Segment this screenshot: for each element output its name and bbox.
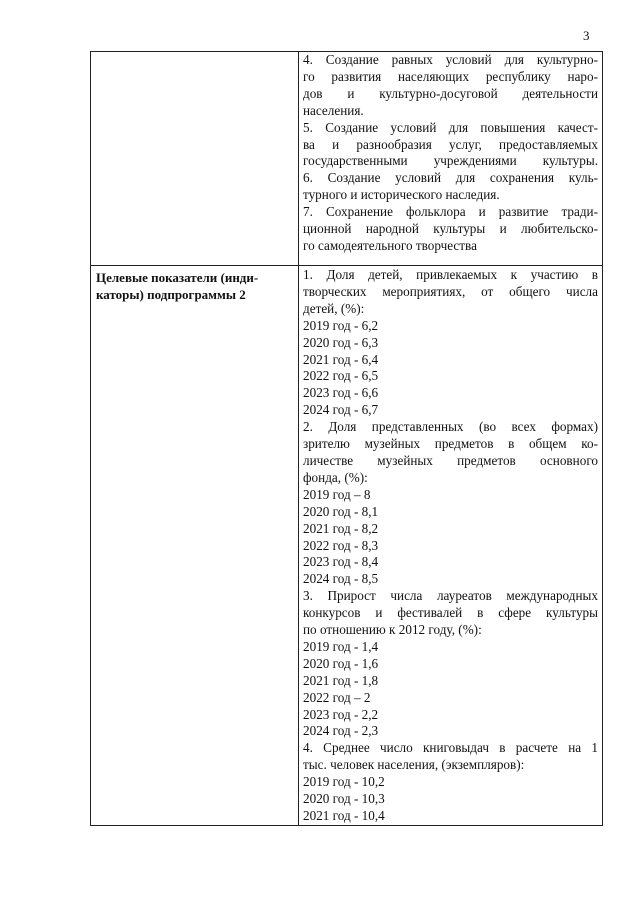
text-line: зрителю музейных предметов в общем ко-: [303, 436, 598, 452]
content-cell-indicators: [299, 266, 603, 826]
text-line: 2023 год - 8,4: [303, 554, 379, 570]
page-number: 3: [583, 28, 590, 43]
text-line: 2021 год - 6,4: [303, 351, 379, 367]
text-line: 4. Создание равных условий для культурно-: [303, 52, 598, 67]
table-row: [91, 266, 603, 826]
text-line: 2021 год - 10,4: [303, 808, 385, 823]
text-line: 2019 год - 6,2: [303, 317, 379, 333]
text-line: 4. Среднее число книговыдач в расчете на 1: [303, 740, 598, 756]
text-line: 2019 год - 1,4: [303, 638, 379, 654]
text-line: турного и исторического наследия.: [303, 187, 500, 203]
text-line: ва и разнообразия услуг, предоставляемых: [303, 136, 598, 152]
text-line: 2023 год - 6,6: [303, 385, 379, 401]
text-line: 2022 год – 2: [303, 689, 371, 705]
text-line: 2. Доля представленных (во всех формах): [303, 419, 598, 435]
text-line: государственными учреждениями культуры.: [303, 153, 598, 169]
text-line: 2020 год - 8,1: [303, 503, 379, 519]
text-line: 2024 год - 6,7: [303, 402, 379, 418]
text-line: детей, (%):: [303, 300, 365, 316]
document-table: [90, 51, 603, 826]
text-line: 2022 год - 8,3: [303, 537, 379, 553]
table-row: [91, 52, 603, 266]
text-line: 2020 год - 1,6: [303, 655, 379, 671]
text-line: по отношению к 2012 году, (%):: [303, 622, 482, 638]
tasks-text: [299, 52, 602, 255]
text-line: тыс. человек населения, (экземпляров):: [303, 757, 525, 773]
text-line: 6. Создание условий для сохранения куль-: [303, 170, 598, 186]
label-cell-indicators: [91, 266, 299, 826]
indicators-label-line: каторы) подпрограммы 2: [96, 287, 246, 302]
label-cell-empty: [91, 52, 299, 266]
text-line: фонда, (%):: [303, 469, 368, 485]
text-line: 2020 год - 6,3: [303, 334, 379, 350]
text-line: 2020 год - 10,3: [303, 791, 385, 807]
indicators-text: [299, 266, 602, 825]
text-line: 2021 год - 8,2: [303, 520, 379, 536]
text-line: 2021 год - 1,8: [303, 672, 379, 688]
indicators-label: [91, 266, 298, 303]
text-line: го развития населяющих республику наро-: [303, 68, 598, 84]
text-line: ционной народной культуры и любительско-: [303, 221, 598, 237]
text-line: 2019 год - 10,2: [303, 774, 385, 790]
text-line: личестве музейных предметов основного: [303, 452, 598, 468]
indicators-label-line: Целевые показатели (инди-: [96, 270, 259, 285]
text-line: творческих мероприятиях, от общего числа: [303, 283, 598, 299]
text-line: 7. Сохранение фольклора и развитие тради-: [303, 204, 598, 220]
text-line: го самодеятельного творчества: [303, 237, 477, 253]
text-line: 2023 год - 2,2: [303, 706, 379, 722]
content-cell-tasks: [299, 52, 603, 266]
text-line: 2024 год - 8,5: [303, 571, 379, 587]
text-line: 2022 год - 6,5: [303, 368, 379, 384]
text-line: 5. Создание условий для повышения качест-: [303, 119, 598, 135]
text-line: дов и культурно-досуговой деятельности: [303, 85, 598, 101]
text-line: 2019 год – 8: [303, 486, 371, 502]
text-line: 3. Прирост числа лауреатов международных: [303, 588, 598, 604]
text-line: 2024 год - 2,3: [303, 723, 379, 739]
text-line: 1. Доля детей, привлекаемых к участию в: [303, 267, 598, 282]
text-line: конкурсов и фестивалей в сфере культуры: [303, 605, 598, 621]
text-line: населения.: [303, 102, 364, 118]
